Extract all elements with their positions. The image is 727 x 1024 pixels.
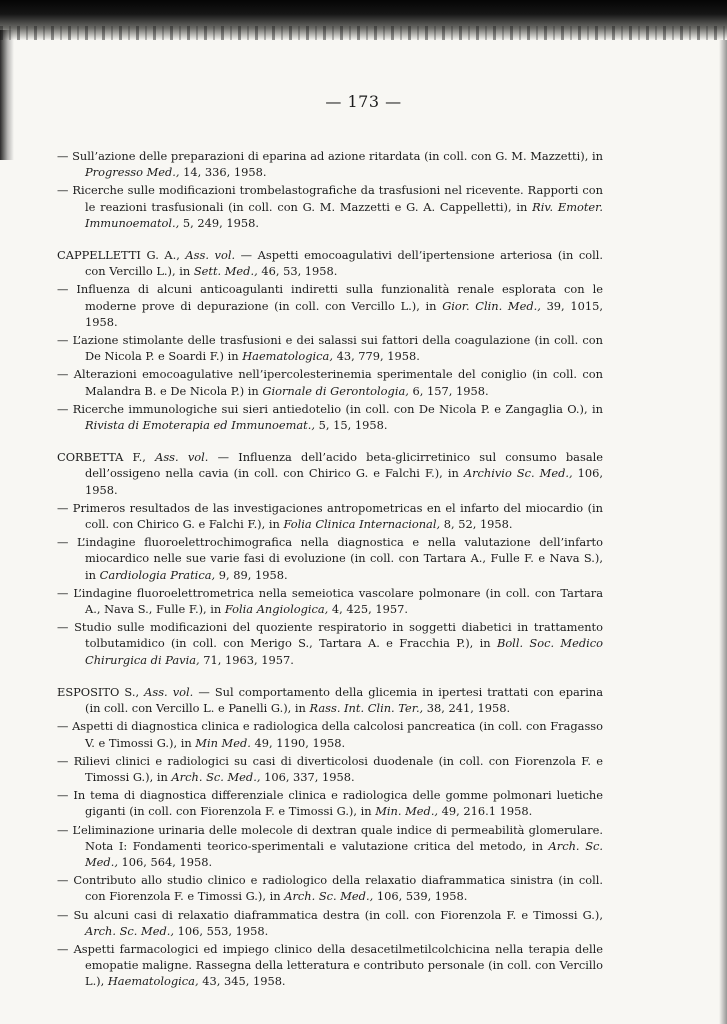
entry-text: — Alterazioni emocoagulative nell’ipercolesterinemia sperimentale del coniglio (in coll. con Malandra B. e De Nicola P.) in [57, 367, 603, 398]
bibliography-entry [57, 585, 603, 617]
bibliography-section [57, 684, 603, 990]
journal-title: Ass. vol. [144, 684, 194, 699]
entry-text: 106, 1958. [85, 466, 604, 497]
entry-text: 49, 1190, 1958. [250, 735, 346, 750]
bibliography-entry [57, 787, 603, 819]
bibliography-entry [57, 534, 603, 583]
journal-title: Boll. Soc. Medico Chirurgica di Pavia, [85, 636, 603, 667]
entry-text: — L’indagine fluoroelettrochimografica nella diagnostica e nella valutazione dell’infarto miocardico nelle sue varie fasi di evoluzione (in coll. con Tartara A., Fulle F. e Nava S.), in [57, 535, 603, 582]
entry-text: — In tema di diagnostica differenziale clinica e radiologica delle gomme polmonari luetiche giganti (in coll. con Fiorenzola F. e Timossi G.), in [57, 788, 603, 819]
bibliography [57, 148, 603, 990]
bibliography-entry [57, 718, 603, 750]
journal-title: Haematologica, [242, 349, 333, 364]
bibliography-entry [57, 907, 603, 939]
entry-text: CORBETTA F., [57, 450, 156, 465]
entry-text: 8, 52, 1958. [440, 517, 513, 532]
bibliography-entry [57, 366, 603, 398]
entry-text: 6, 157, 1958. [408, 383, 489, 398]
entry-text: — Primeros resultados de las investigaciones antropometricas en el infarto del miocardio (in coll. con Chirico G. e Falchi F.), in [57, 500, 603, 532]
entry-text: 5, 249, 1958. [179, 215, 259, 230]
entry-text: — Contributo allo studio clinico e radiologico della relaxatio diaframmatica sinistra (in coll. con Fiorenzola F. e Timossi G.), in [57, 873, 603, 904]
journal-title: Arch. Sc. Med., [85, 838, 603, 869]
bibliography-entry [57, 753, 603, 785]
entry-text: — Aspetti emocoagulativi dell’ipertensione arteriosa (in coll. con Vercillo L.), in [85, 248, 603, 279]
page-number: — 173 — [325, 92, 402, 111]
entry-text: — Influenza dell’acido beta-glicirretinico sul consumo basale dell’ossigeno nella cavia (in coll. con Chirico G. e Falchi F.), in [85, 450, 603, 481]
bibliography-entry [57, 941, 603, 990]
journal-title: Riv. Emoter. Immunoematol., [85, 199, 603, 230]
journal-title: Archivio Sc. Med., [463, 466, 573, 481]
bibliography-section [57, 247, 603, 433]
entry-text: — Ricerche sulle modificazioni trombelastografiche da trasfusioni nel ricevente. Rapporti con le reazioni trasfusionali (in coll. con G. M. Mazzetti e G. A. Cappelletti), in [57, 183, 603, 214]
entry-text: — Studio sulle modificazioni del quoziente respiratorio in soggetti diabetici in trattamento tolbutamidico (in coll. con Merigo S., Tartara A. e Fracchia P.), in [57, 620, 603, 651]
entry-text: — Rilievi clinici e radiologici su casi di diverticolosi duodenale (in coll. con Fiorenzola F. e Timossi G.), in [57, 753, 603, 784]
bibliography-entry [57, 281, 603, 330]
journal-title: Arch. Sc. Med., [284, 889, 374, 904]
entry-text: — Aspetti farmacologici ed impiego clinico della desacetilmetilcolchicina nella terapia delle emopatie maligne. Rassegna della letteratura e contributo personale (in coll. con Vercillo L.), [57, 941, 603, 989]
entry-text: 46, 53, 1958. [257, 264, 338, 279]
journal-title: Haematologica, [107, 974, 199, 989]
journal-title: Rass. Int. Clin. Ter., [309, 701, 424, 716]
entry-text: — L’eliminazione urinaria delle molecole di dextran quale indice di permeabilità glomerulare. Nota I: Fondamenti teorico-sperimentali e valutazione critica del metodo, in [57, 822, 603, 853]
entry-text: 38, 241, 1958. [423, 701, 511, 716]
bibliography-entry [57, 182, 603, 231]
journal-title: Ass. vol. [185, 248, 236, 263]
entry-text: 39, 1015, 1958. [85, 298, 603, 329]
journal-title: Folia Clinica Internacional, [283, 517, 441, 532]
scan-shadow-top [0, 0, 727, 40]
journal-title: Arch. Sc. Med., [85, 923, 174, 938]
journal-title: Rivista di Emoterapia ed Immunoemat., [85, 418, 315, 433]
journal-title: Ass. vol. [155, 450, 209, 465]
bibliography-entry [57, 872, 603, 904]
entry-text: 106, 337, 1958. [260, 769, 355, 784]
bibliography-entry [57, 247, 603, 279]
entry-text: — L’azione stimolante delle trasfusioni e dei salassi sui fattori della coagulazione (in coll. con De Nicola P. e Soardi F.) in [57, 333, 603, 364]
journal-title: Sett. Med., [193, 264, 258, 279]
entry-text: ESPOSITO S., [57, 684, 145, 699]
entry-text: 4, 425, 1957. [328, 602, 408, 617]
journal-title: Progresso Med., [85, 165, 180, 180]
journal-title: Giornale di Gerontologia, [262, 383, 409, 398]
entry-text: 9, 89, 1958. [215, 567, 288, 582]
entry-text: — Ricerche immunologiche sui sieri antiedotelio (in coll. con De Nicola P. e Zangaglia O.), in [57, 401, 603, 416]
bibliography-entry [57, 401, 603, 433]
journal-title: Min Med. [195, 735, 251, 750]
entry-text: 43, 345, 1958. [198, 974, 286, 989]
entry-text: — Aspetti di diagnostica clinica e radiologica della calcolosi pancreatica (in coll. con Fragasso V. e Timossi G.), in [57, 719, 603, 750]
journal-title: Folia Angiologica, [224, 602, 329, 617]
journal-title: Arch. Sc. Med., [171, 769, 261, 784]
entry-text: 71, 1963, 1957. [199, 652, 294, 667]
bibliography-entry [57, 684, 603, 716]
entry-text: 106, 564, 1958. [117, 854, 213, 869]
bibliography-section [57, 148, 603, 231]
journal-title: Min. Med., [375, 804, 439, 819]
bibliography-section [57, 449, 603, 668]
entry-text: 106, 539, 1958. [373, 889, 468, 904]
bibliography-entry [57, 822, 603, 871]
entry-text: — Influenza di alcuni anticoagulanti indiretti sulla funzionalità renale esplorata con le moderne prove di depurazione (in coll. con Vercillo L.), in [57, 282, 603, 313]
entry-text: — Su alcuni casi di relaxatio diaframmatica destra (in coll. con Fiorenzola F. e Timossi G.), [57, 907, 603, 922]
entry-text: 43, 779, 1958. [332, 349, 420, 364]
journal-title: Cardiologia Pratica, [99, 567, 216, 582]
entry-text: — Sul comportamento della glicemia in ipertesi trattati con eparina (in coll. con Vercillo L. e Panelli G.), in [85, 684, 603, 716]
entry-text: 106, 553, 1958. [174, 923, 269, 938]
bibliography-entry [57, 332, 603, 364]
scan-shadow-right [719, 40, 727, 1024]
bibliography-entry [57, 449, 603, 498]
entry-text: 14, 336, 1958. [179, 165, 267, 180]
bibliography-entry [57, 500, 603, 532]
entry-text: — L’indagine fluoroelettrometrica nella semeiotica vascolare polmonare (in coll. con Tartara A., Nava S., Fulle F.), in [57, 585, 603, 617]
bibliography-entry [57, 619, 603, 668]
bibliography-entry [57, 148, 603, 180]
entry-text: CAPPELLETTI G. A., [57, 248, 186, 263]
journal-title: Gior. Clin. Med., [442, 298, 541, 313]
entry-text: 49, 216.1 1958. [438, 804, 533, 819]
entry-text: 5, 15, 1958. [315, 418, 388, 433]
entry-text: — Sull’azione delle preparazioni di eparina ad azione ritardata (in coll. con G. M. Mazzetti), in [57, 149, 603, 163]
